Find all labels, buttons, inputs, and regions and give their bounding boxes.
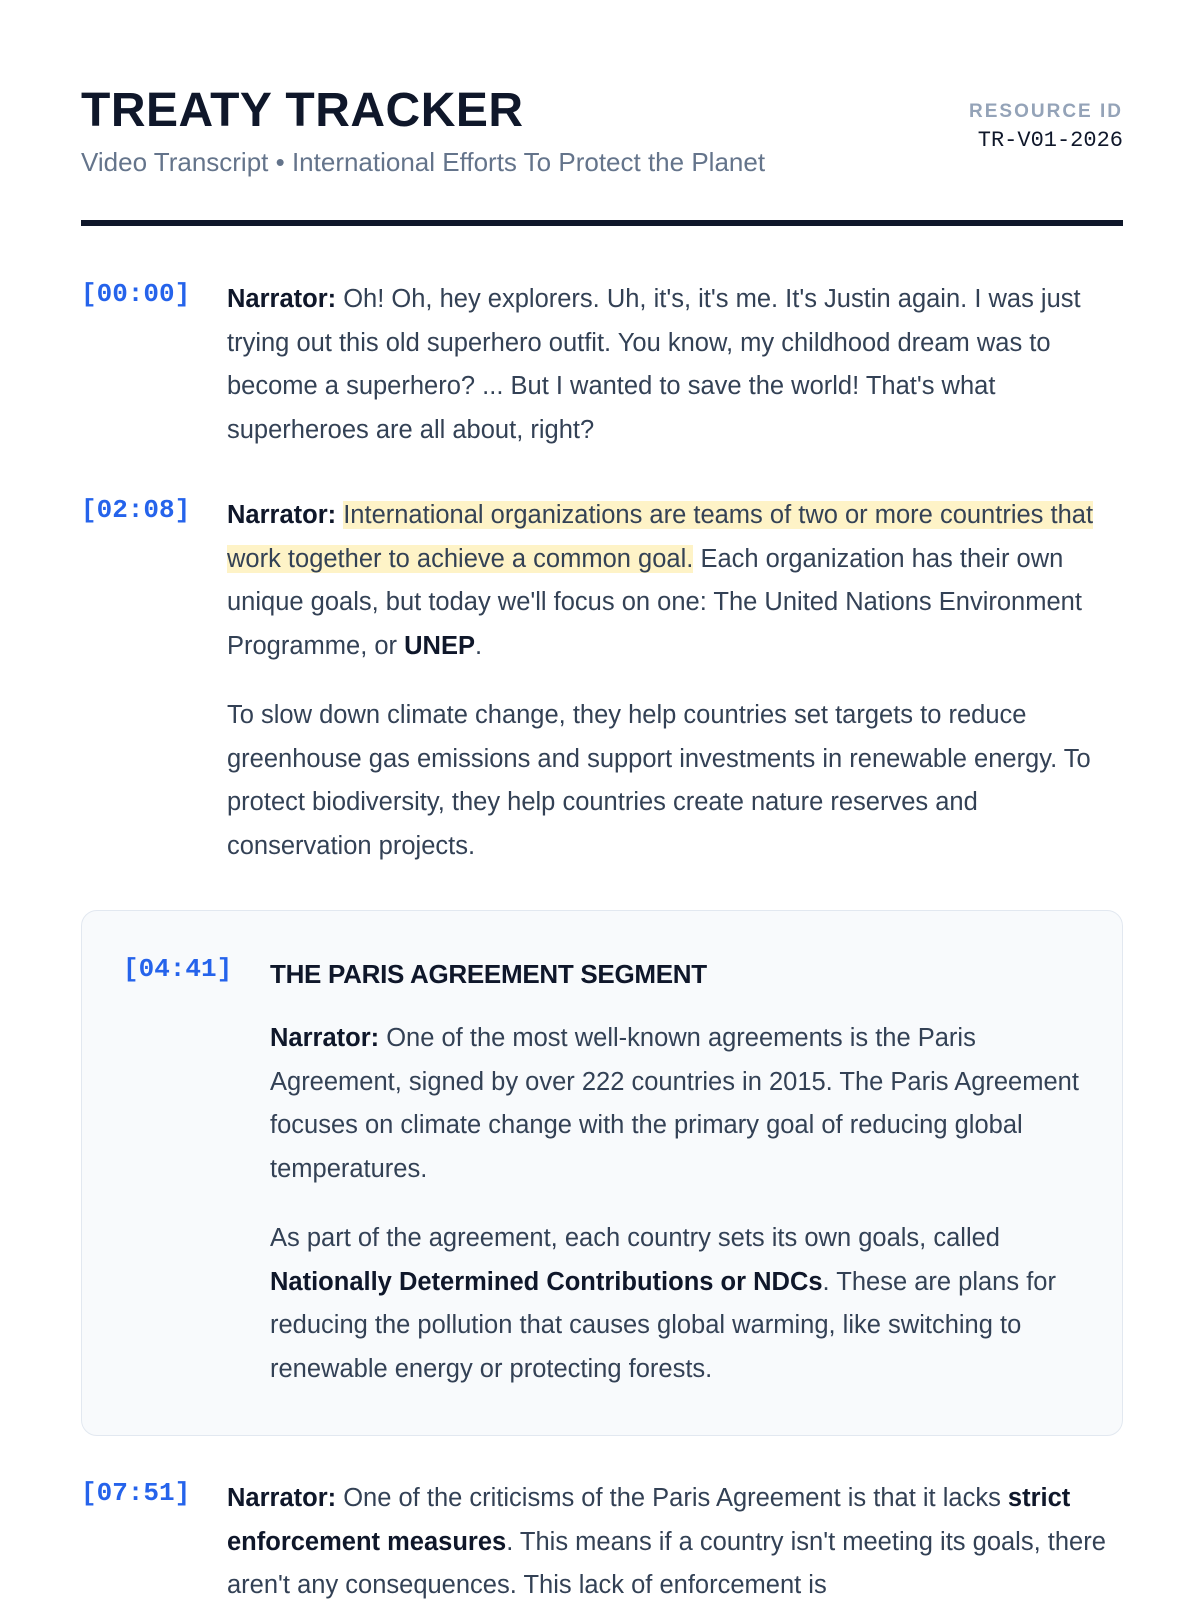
sentence-end: . <box>475 631 483 660</box>
speaker-label: Narrator: <box>270 1024 380 1052</box>
speaker-label: Narrator: <box>227 1484 337 1512</box>
entry-paragraph <box>227 1477 1123 1600</box>
entry-text: As part of the agreement, each country sets its own goals, called <box>270 1224 1000 1252</box>
resource-id-block <box>969 100 1123 156</box>
entry-text: One of the criticisms of the Paris Agreement is that it lacks <box>343 1484 1001 1512</box>
speaker-label: Narrator: <box>227 285 337 313</box>
entry-text: One of the most well-known agreements is the Paris Agreement, signed by over 222 countries in 2015. The Paris Agreement focuses on climate change with the primary goal of reducing global temperatures. <box>270 1024 1079 1183</box>
page-header <box>81 0 1123 226</box>
term-enforcement: strict enforcement measures <box>227 1484 1071 1556</box>
highlighted-definition: International organizations are teams of two or more countries that work together to achieve a common goal. <box>227 501 1094 573</box>
entry-paragraph <box>227 278 1123 452</box>
segment-heading: THE PARIS AGREEMENT SEGMENT <box>270 959 707 989</box>
entry-paragraph <box>270 1217 1082 1391</box>
transcript-page <box>81 0 1123 1599</box>
term-unep: UNEP <box>404 631 475 660</box>
entry-text: . These are plans for reducing the pollution that causes global warming, like switching to renewable energy or protecting forests. <box>270 1267 1056 1383</box>
entry-paragraph: To slow down climate change, they help countries set targets to reduce greenhouse gas emissions and support investments in renewable energy. To protect biodiversity, they help countries create nature reserves and conservation projects. <box>227 701 1091 860</box>
timestamp[interactable]: [04:41] <box>123 954 233 984</box>
entry-text: Each organization has their own unique goals, but today we'll focus on one: The United Nations Environment Programme, or <box>227 544 1082 660</box>
timestamp[interactable]: [07:51] <box>81 1478 191 1508</box>
resource-id-value: TR-V01-2026 <box>977 128 1123 153</box>
term-ndcs: Nationally Determined Contributions or NDCs <box>270 1267 823 1296</box>
timestamp[interactable]: [00:00] <box>81 279 191 309</box>
entry-text: Oh! Oh, hey explorers. Uh, it's, it's me. It's Justin again. I was just trying out this old superhero outfit. You know, my childhood dream was to become a superhero? ... But I wanted to save the world! That's what superheroes are all about, right? <box>227 285 1081 444</box>
entry-body <box>227 1477 1123 1600</box>
page-subtitle: Video Transcript • International Efforts To Protect the Planet <box>81 147 766 177</box>
page-title: TREATY TRACKER <box>81 84 524 137</box>
entry-body <box>227 278 1123 452</box>
paris-agreement-segment <box>81 910 1123 1436</box>
entry-text: . This means if a country isn't meeting its goals, there aren't any consequences. This lack of enforcement is <box>227 1527 1106 1599</box>
entry-paragraph <box>270 1017 1082 1191</box>
segment-body <box>270 957 1082 1391</box>
entry-paragraph <box>227 494 1123 668</box>
speaker-label: Narrator: <box>227 501 337 529</box>
entry-body <box>227 494 1123 868</box>
resource-id-label: RESOURCE ID <box>969 101 1123 122</box>
timestamp[interactable]: [02:08] <box>81 495 191 525</box>
